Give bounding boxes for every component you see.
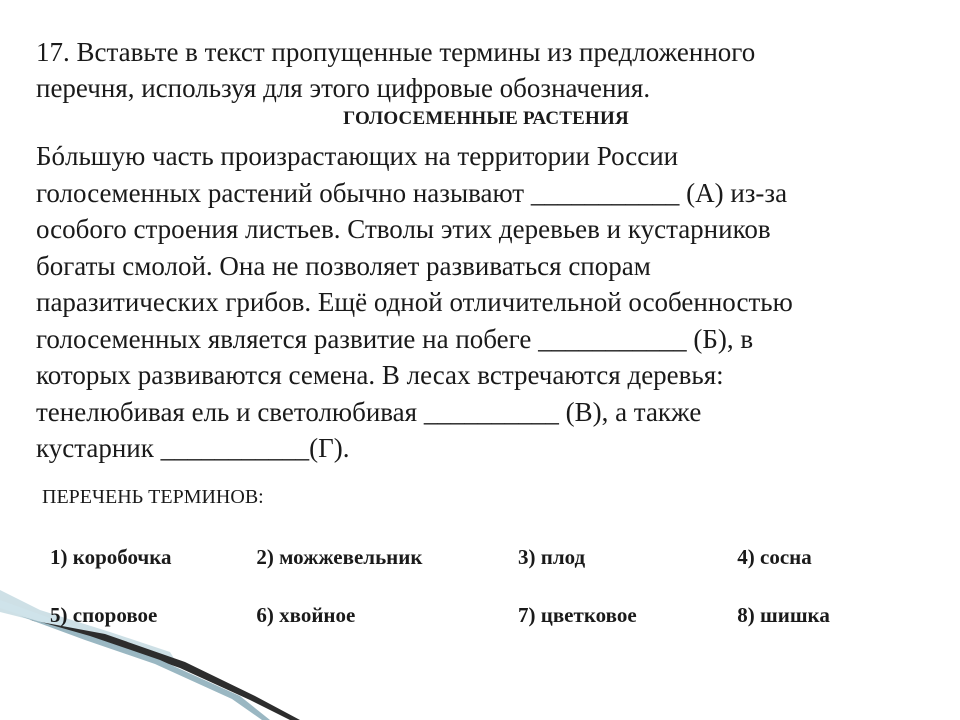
term-cell: 7) цветковое: [518, 602, 637, 627]
term-cell: 4) сосна: [737, 544, 812, 569]
passage-text: [36, 138, 936, 467]
passage-line: голосеменных растений обычно называют ___________ (А) из-за: [36, 177, 788, 208]
question-line: перечня, используя для этого цифровые обозначения.: [36, 73, 651, 103]
terms-table: [44, 528, 904, 644]
term-cell: 8) шишка: [737, 602, 830, 627]
question-line: 17. Вставьте в текст пропущенные термины из предложенного: [36, 37, 756, 67]
term-cell: 6) хвойное: [256, 602, 356, 627]
passage-title: ГОЛОСЕМЕННЫЕ РАСТЕНИЯ: [343, 108, 629, 129]
passage-line: Бóльшую часть произрастающих на территории России: [36, 141, 679, 171]
term-cell: 3) плод: [518, 544, 586, 569]
term-cell: 5) споровое: [50, 602, 158, 627]
passage-line: голосеменных является развитие на побеге ___________ (Б), в: [36, 323, 754, 354]
passage-line: тенелюбивая ель и светолюбивая __________ (В), а также: [36, 396, 702, 427]
passage-line: паразитических грибов. Ещё одной отличительной особенностью: [36, 287, 793, 317]
passage-line: богаты смолой. Она не позволяет развиваться спорам: [36, 250, 651, 281]
term-cell: 1) коробочка: [50, 544, 172, 569]
passage-line: которых развиваются семена. В лесах встречаются деревья:: [36, 360, 724, 390]
passage-line: особого строения листьев. Стволы этих деревьев и кустарников: [36, 214, 771, 244]
terms-row: [44, 528, 904, 586]
question-text: [36, 34, 916, 106]
terms-heading: ПЕРЕЧЕНЬ ТЕРМИНОВ:: [42, 486, 264, 508]
term-cell: 2) можжевельник: [256, 544, 423, 569]
terms-row: [44, 586, 904, 644]
passage-line: кустарник ___________(Г).: [36, 433, 350, 463]
